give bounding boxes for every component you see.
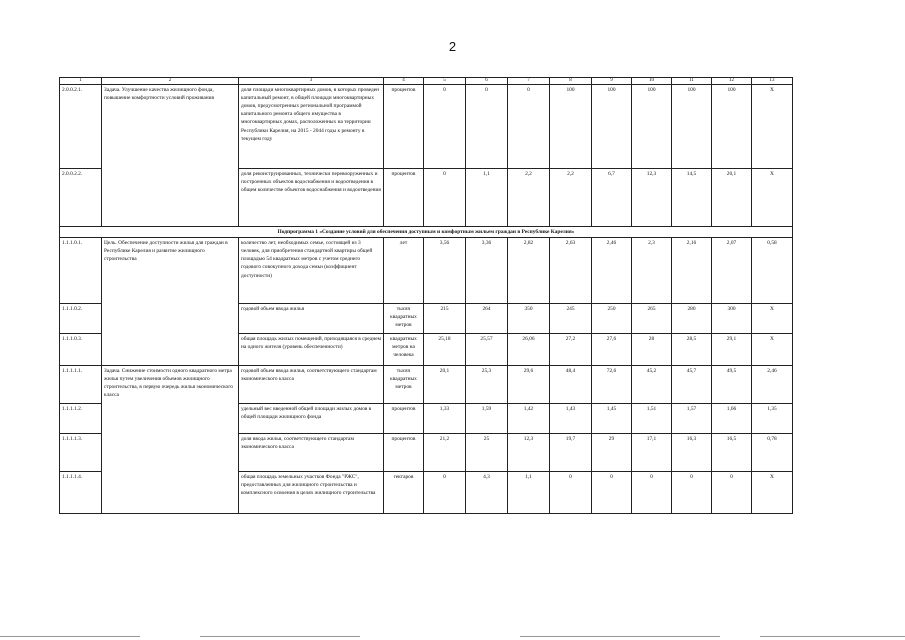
value-cell: 26,06 — [508, 334, 550, 366]
value-cell: 45,7 — [672, 366, 712, 404]
value-cell: 0 — [592, 472, 632, 514]
unit-text: квадратных метров на человека — [384, 334, 424, 366]
value-cell: 0 — [712, 472, 752, 514]
value-cell: 265 — [632, 304, 672, 334]
unit-text: процентов — [384, 85, 424, 169]
value-cell: 350 — [508, 304, 550, 334]
indicator-text: годовой объем ввода жилья, соответствующего стандартам экономического класса — [239, 366, 384, 404]
value-cell: 0 — [424, 85, 466, 169]
value-cell: 264 — [466, 304, 508, 334]
column-number: 13 — [752, 78, 793, 85]
table-row — [60, 366, 793, 404]
table-row — [60, 85, 793, 169]
value-cell: 16,3 — [672, 434, 712, 472]
value-cell: 0 — [424, 472, 466, 514]
value-cell: 25,3 — [466, 366, 508, 404]
unit-text: процентов — [384, 404, 424, 434]
value-cell: 1,43 — [550, 404, 592, 434]
value-cell: X — [752, 85, 793, 169]
value-cell: 16,5 — [712, 434, 752, 472]
indicator-text: доля реконструированных, технически перевооруженных и построенных объектов водоснабжения и водоотведения в общем количестве объектов водоснабжения и водоотведения — [239, 169, 384, 227]
indicators-table — [59, 77, 793, 514]
column-number: 9 — [592, 78, 632, 85]
value-cell: 300 — [712, 304, 752, 334]
value-cell: 2,82 — [508, 238, 550, 304]
value-cell: 2,46 — [592, 238, 632, 304]
unit-text: процентов — [384, 169, 424, 227]
value-cell: 280 — [672, 304, 712, 334]
value-cell: 245 — [550, 304, 592, 334]
value-cell: 29,6 — [508, 366, 550, 404]
value-cell: X — [752, 304, 793, 334]
value-cell: 3,36 — [466, 238, 508, 304]
scan-edge-line — [760, 636, 905, 637]
row-code: 1.1.1.1.4. — [60, 472, 102, 514]
unit-text: тысяч квадратных метров — [384, 304, 424, 334]
value-cell: 2,3 — [632, 238, 672, 304]
value-cell: 2,07 — [712, 238, 752, 304]
value-cell: 45,2 — [632, 366, 672, 404]
row-code: 2.0.0.2.2. — [60, 169, 102, 227]
value-cell: 100 — [712, 85, 752, 169]
value-cell: 1,66 — [712, 404, 752, 434]
row-code: 1.1.1.0.3. — [60, 334, 102, 366]
column-number: 10 — [632, 78, 672, 85]
value-cell: 1,59 — [466, 404, 508, 434]
value-cell: 250 — [592, 304, 632, 334]
value-cell: 100 — [592, 85, 632, 169]
column-number-row — [60, 78, 793, 85]
indicator-text: доля ввода жилья, соответствующего стандартам экономического класса — [239, 434, 384, 472]
value-cell: 20,1 — [712, 169, 752, 227]
value-cell: 2,63 — [550, 238, 592, 304]
value-cell: 1,1 — [508, 472, 550, 514]
value-cell: 72,6 — [592, 366, 632, 404]
value-cell: 0 — [632, 472, 672, 514]
value-cell: 0,58 — [752, 238, 793, 304]
value-cell: 100 — [672, 85, 712, 169]
value-cell: 12,3 — [632, 169, 672, 227]
indicator-text: доля площади многоквартирных домов, в которых проведен капитальный ремонт, в общей площади многоквартирных домов, предусмотренных региональной программой капитального ремонта общего имущества в многоквартирных домах, расположенных на территории Республики Карелия, на 2015 - 2044 годы к ремонту в текущем году — [239, 85, 384, 169]
value-cell: 1,57 — [672, 404, 712, 434]
value-cell: X — [752, 472, 793, 514]
table-row — [60, 238, 793, 304]
column-number: 11 — [672, 78, 712, 85]
value-cell: 29,1 — [712, 334, 752, 366]
value-cell: X — [752, 169, 793, 227]
row-code: 1.1.1.1.1. — [60, 366, 102, 404]
value-cell: 28,5 — [672, 334, 712, 366]
value-cell: 3,56 — [424, 238, 466, 304]
value-cell: 0 — [550, 472, 592, 514]
value-cell: 25 — [466, 434, 508, 472]
page-number: 2 — [448, 39, 457, 54]
value-cell: 0,78 — [752, 434, 793, 472]
indicator-text: количество лет, необходимых семье, состоящей из 3 человек, для приобретения стандартной квартиры общей площадью 54 квадратных метров с учетом среднего годового совокупного дохода семьи (коэффициент доступности) — [239, 238, 384, 304]
column-number: 5 — [424, 78, 466, 85]
value-cell: 1,51 — [632, 404, 672, 434]
row-code: 1.1.1.1.3. — [60, 434, 102, 472]
value-cell: 4,3 — [466, 472, 508, 514]
column-number: 7 — [508, 78, 550, 85]
unit-text: процентов — [384, 434, 424, 472]
value-cell: 17,1 — [632, 434, 672, 472]
value-cell: 100 — [550, 85, 592, 169]
value-cell: 25,18 — [424, 334, 466, 366]
value-cell: 2,16 — [672, 238, 712, 304]
unit-text: тысяч квадратных метров — [384, 366, 424, 404]
value-cell: 1,35 — [752, 404, 793, 434]
scan-edge-line — [0, 636, 140, 637]
row-code: 1.1.1.0.2. — [60, 304, 102, 334]
value-cell: 2,46 — [752, 366, 793, 404]
value-cell: 215 — [424, 304, 466, 334]
value-cell: 0 — [424, 169, 466, 227]
value-cell: 25,57 — [466, 334, 508, 366]
indicator-text: удельный вес введенной общей площади жилых домов в общей площади жилищного фонда — [239, 404, 384, 434]
column-number: 12 — [712, 78, 752, 85]
value-cell: 20,1 — [424, 366, 466, 404]
column-number: 6 — [466, 78, 508, 85]
value-cell: 0 — [466, 85, 508, 169]
value-cell: 6,7 — [592, 169, 632, 227]
task-text: Задача. Улучшение качества жилищного фонда, повышение комфортности условий проживания — [102, 85, 239, 227]
column-number: 3 — [239, 78, 384, 85]
row-code: 2.0.0.2.1. — [60, 85, 102, 169]
column-number: 1 — [60, 78, 102, 85]
value-cell: 12,3 — [508, 434, 550, 472]
scan-edge-line — [520, 636, 720, 637]
goal-text: Цель. Обеспечение доступности жилья для граждан в Республике Карелия и развитие жилищного строительства — [102, 238, 239, 366]
value-cell: 2,2 — [550, 169, 592, 227]
value-cell: 14,5 — [672, 169, 712, 227]
column-number: 2 — [102, 78, 239, 85]
row-code: 1.1.1.1.2. — [60, 404, 102, 434]
column-number: 8 — [550, 78, 592, 85]
unit-text: лет — [384, 238, 424, 304]
indicator-text: годовой объем ввода жилья — [239, 304, 384, 334]
value-cell: 48,4 — [550, 366, 592, 404]
indicator-text: общая площадь жилых помещений, приходящаяся в среднем на одного жителя (уровень обеспеченности) — [239, 334, 384, 366]
indicator-text: общая площадь земельных участков Фонда "РЖС", предоставленных для жилищного строительства и комплексного освоения в целях жилищного строительства — [239, 472, 384, 514]
task-text: Задача. Снижение стоимости одного квадратного метра жилья путем увеличения объемов жилищного строительства, в первую очередь жилья экономического класса — [102, 366, 239, 514]
subprogram-heading: Подпрограмма 1 «Создание условий для обеспечения доступным и комфортным жильем граждан в Республике Карелия» — [60, 227, 793, 238]
column-number: 4 — [384, 78, 424, 85]
value-cell: 1,1 — [466, 169, 508, 227]
unit-text: гектаров — [384, 472, 424, 514]
value-cell: 19,7 — [550, 434, 592, 472]
value-cell: 27,6 — [592, 334, 632, 366]
value-cell: 1,45 — [592, 404, 632, 434]
value-cell: 1,42 — [508, 404, 550, 434]
row-code: 1.1.1.0.1. — [60, 238, 102, 304]
value-cell: 0 — [508, 85, 550, 169]
value-cell: 0 — [672, 472, 712, 514]
value-cell: X — [752, 334, 793, 366]
scan-edge-line — [200, 636, 360, 637]
subprogram-heading-row — [60, 227, 793, 238]
value-cell: 27,2 — [550, 334, 592, 366]
value-cell: 28 — [632, 334, 672, 366]
value-cell: 100 — [632, 85, 672, 169]
value-cell: 2,2 — [508, 169, 550, 227]
value-cell: 29 — [592, 434, 632, 472]
value-cell: 1,33 — [424, 404, 466, 434]
value-cell: 21,2 — [424, 434, 466, 472]
value-cell: 49,5 — [712, 366, 752, 404]
